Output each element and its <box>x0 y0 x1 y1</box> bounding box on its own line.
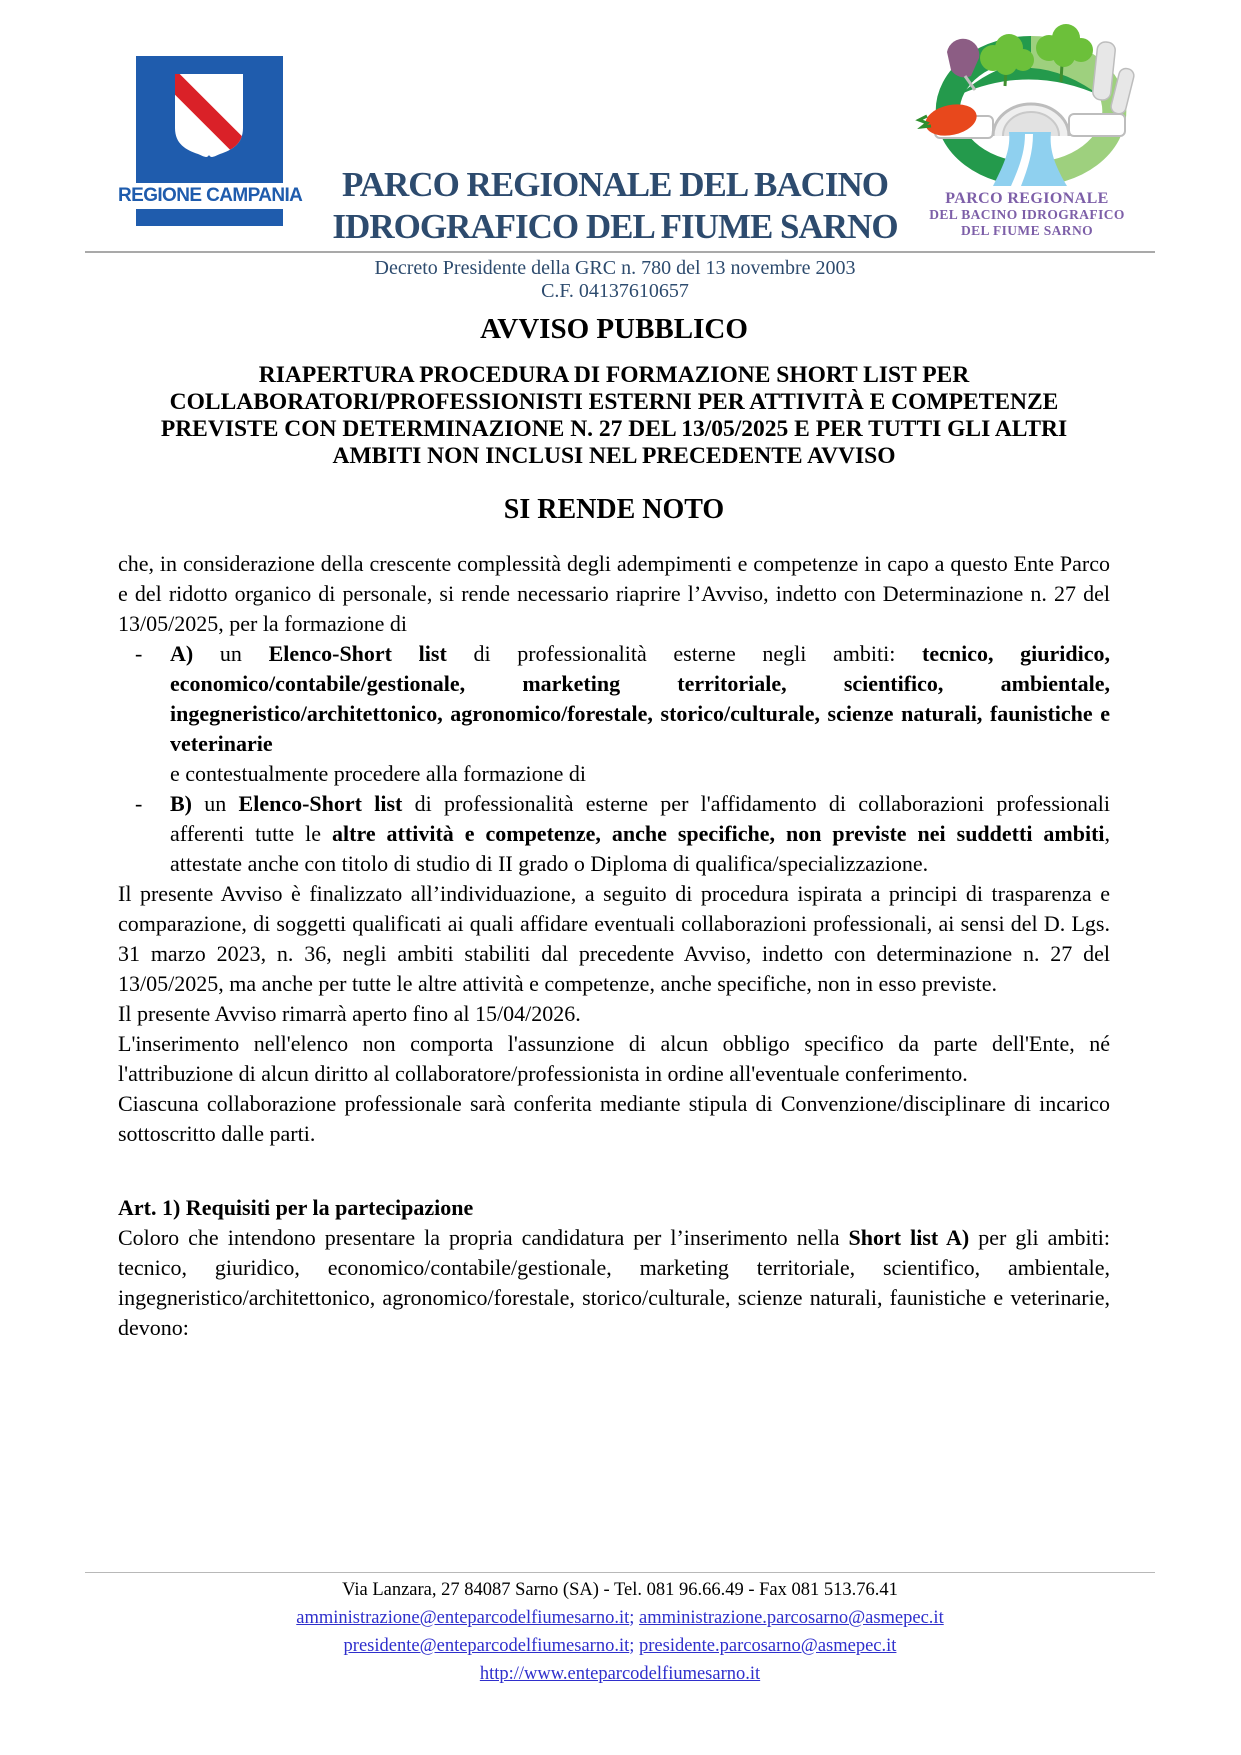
footer-separator2: ; <box>629 1636 639 1656</box>
park-logo-icon <box>909 24 1145 186</box>
decree-line: Decreto Presidente della GRC n. 780 del 13 novembre 2003 <box>374 257 856 279</box>
fiscal-code-line: C.F. 04137610657 <box>541 280 689 302</box>
email-link-presidente-pec[interactable]: presidente.parcosarno@asmepec.it <box>639 1636 897 1656</box>
footer-separator: ; <box>629 1608 640 1628</box>
list-item <box>118 789 1110 879</box>
notice-subtitle <box>118 362 1110 470</box>
paragraph-text: Il presente Avviso rimarrà aperto fino al 15/04/2026. <box>118 1001 581 1026</box>
subtitle-line2: COLLABORATORI/PROFESSIONISTI ESTERNI PER ATTIVITÀ E COMPETENZE <box>169 389 1059 415</box>
email-link-presidente[interactable]: presidente@enteparcodelfiumesarno.it <box>343 1636 630 1656</box>
bullet-dash: - <box>135 791 143 816</box>
footer-address: Via Lanzara, 27 84087 Sarno (SA) - Tel. 081 96.66.49 - Fax 081 513.76.41 <box>342 1580 898 1600</box>
paragraph-text: Il presente Avviso è finalizzato all’individuazione, a seguito di procedura ispirata a principi di trasparenza e comparazione, di soggetti qualificati ai quali affidare eventuali collaborazioni professionali, ai sensi del D. Lgs. 31 marzo 2023, n. 36, negli ambiti stabiliti dal precedente Avviso, indetto con determinazione n. 27 del 13/05/2025, ma anche per tutte le altre attività e competenze, anche specifiche, non in esso previste. <box>118 881 1110 996</box>
body-paragraph <box>118 1029 1110 1089</box>
campania-shield-svg <box>170 72 248 168</box>
article1-paragraph: Coloro che intendono presentare la propria candidatura per l’inserimento nella Short list A) per gli ambiti: tecnico, giuridico, economico/contabile/gestionale, marketing territoriale, scientifico, ambientale, ingegneristico/architettonico, agronomico/forestale, storico/culturale, scienze naturali, faunistiche e veterinarie, devono: <box>118 1225 1110 1340</box>
email-link-amministrazione-pec[interactable]: amministrazione.parcosarno@asmepec.it <box>639 1608 944 1628</box>
body-paragraphs <box>118 549 1110 1149</box>
subtitle-line1: RIAPERTURA PROCEDURA DI FORMAZIONE SHORT LIST PER <box>258 362 970 388</box>
park-caption-line1: PARCO REGIONALE <box>945 190 1109 207</box>
paragraph-text: e contestualmente procedere alla formazione di <box>170 761 586 786</box>
email-link-amministrazione[interactable]: amministrazione@enteparcodelfiumesarno.it <box>296 1608 630 1628</box>
park-caption-line2: DEL BACINO IDROGRAFICO <box>929 207 1125 222</box>
list-item <box>118 639 1110 759</box>
main-content <box>118 312 1110 1343</box>
notice-title: AVVISO PUBBLICO <box>480 313 748 345</box>
paragraph-text: che, in considerazione della crescente complessità degli adempimenti e competenze in capo a questo Ente Parco e del ridotto organico di personale, si rende necessario riaprire l’Avviso, indetto con Determinazione n. 27 del 13/05/2025, per la formazione di <box>118 551 1110 636</box>
website-link[interactable]: http://www.enteparcodelfiumesarno.it <box>479 1664 761 1684</box>
body-paragraph <box>118 1089 1110 1149</box>
page-footer <box>85 1572 1155 1688</box>
organization-name <box>260 164 970 248</box>
body-paragraph <box>118 999 1110 1029</box>
header-divider <box>85 251 1155 253</box>
subtitle-line3: PREVISTE CON DETERMINAZIONE N. 27 DEL 13/05/2025 E PER TUTTI GLI ALTRI <box>160 416 1068 442</box>
campania-logo-label: REGIONE CAMPANIA <box>118 185 303 206</box>
footer-divider <box>85 1572 1155 1573</box>
paragraph-text: A) un Elenco-Short list di professionalità esterne negli ambiti: tecnico, giuridico, economico/contabile/gestionale, marketing territoriale, scientifico, ambientale, ingegneristico/architettonico, agronomico/forestale, storico/culturale, scienze naturali, faunistiche e veterinarie <box>170 641 1110 756</box>
article1-heading: Art. 1) Requisiti per la partecipazione <box>118 1195 474 1220</box>
subtitle-line4: AMBITI NON INCLUSI NEL PRECEDENTE AVVISO <box>332 443 896 469</box>
list-item <box>118 759 1110 789</box>
bullet-dash: - <box>135 641 143 666</box>
organization-name-line2: IDROGRAFICO DEL FIUME SARNO <box>332 207 898 246</box>
footer-website-row <box>85 1660 1155 1688</box>
footer-email-row1 <box>85 1604 1155 1632</box>
footer-email-row2 <box>85 1632 1155 1660</box>
proclamation-heading: SI RENDE NOTO <box>503 494 725 525</box>
decree-block <box>260 257 970 303</box>
park-caption-line3: DEL FIUME SARNO <box>960 223 1093 238</box>
paragraph-text: B) un Elenco-Short list di professionalità esterne per l'affidamento di collaborazioni professionali afferenti tutte le altre attività e competenze, anche specifiche, non previste nei suddetti ambiti, attestate anche con titolo di studio di II grado o Diploma di qualifica/specializzazione. <box>170 791 1111 876</box>
paragraph-text: Ciascuna collaborazione professionale sarà conferita mediante stipula di Convenzione/disciplinare di incarico sottoscritto dalle parti. <box>118 1091 1110 1146</box>
body-paragraph <box>118 549 1110 639</box>
paragraph-text: L'inserimento nell'elenco non comporta l'assunzione di alcun obbligo specifico da parte dell'Ente, né l'attribuzione di alcun diritto al collaboratore/professionista in ordine all'eventuale conferimento. <box>118 1031 1110 1086</box>
body-paragraph <box>118 879 1110 999</box>
organization-name-line1: PARCO REGIONALE DEL BACINO <box>341 165 889 204</box>
